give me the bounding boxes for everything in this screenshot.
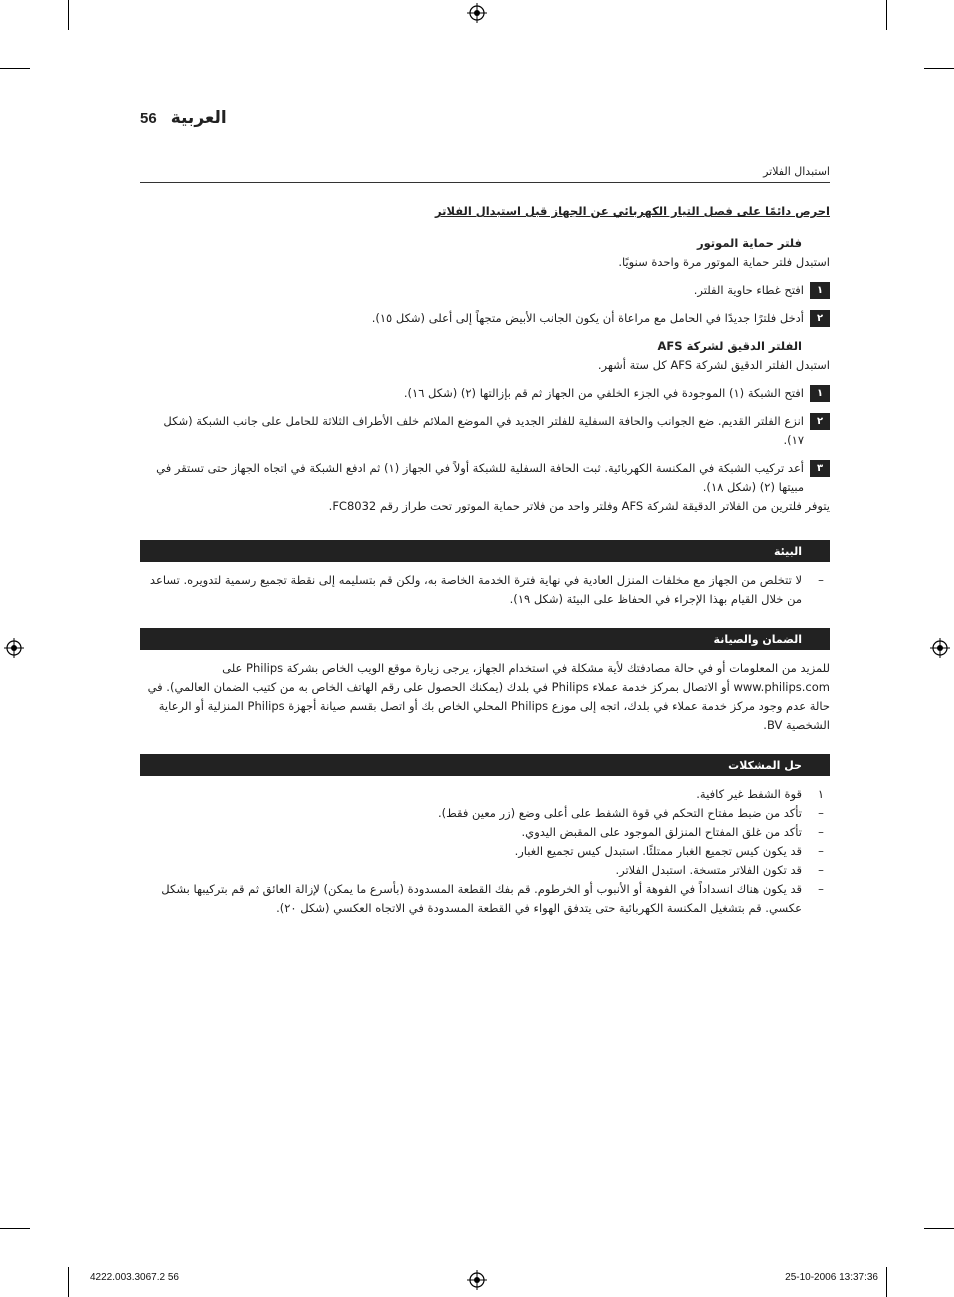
step-number: ٢ xyxy=(810,310,830,327)
dash-bullet: – xyxy=(818,882,824,896)
step-number: ١ xyxy=(810,282,830,299)
list-item-text: قد يكون هناك انسداداً في الفوهة أو الأنبوب أو الخرطوم. قم بفك القطعة المسدودة (بأسرع ما يمكن) لإزالة العائق ثم قم بتركيبها بشكل عكسي. قم بتشغيل المكنسة الكهربائية حتى يتدفق الهواء في القطعة المسدودة في الاتجاه العكسي (شكل ٢٠). xyxy=(161,882,802,915)
warning-text: احرص دائمًا على فصل التيار الكهربائي عن الجهاز قبل استبدال الفلاتر xyxy=(435,204,830,218)
list-item-text: تأكد من ضبط مفتاح التحكم في قوة الشفط على أعلى وضع (زر معين فقط). xyxy=(437,806,802,820)
list-item xyxy=(140,842,830,861)
troubleshooting-content xyxy=(140,785,830,918)
page-header xyxy=(140,108,227,128)
step-text: انزع الفلتر القديم. ضع الجوانب والحافة السفلية للفلتر الجديد في الموضع الملائم خلف الأطراف الثلاثة للحامل على جانب الشبكة (شكل ١٧). xyxy=(163,414,804,447)
dash-bullet: – xyxy=(818,844,824,858)
crop-mark xyxy=(68,1267,69,1297)
registration-mark-icon xyxy=(4,638,24,658)
step-text: أعد تركيب الشبكة في المكنسة الكهربائية. ثبت الحافة السفلية للشبكة أولاً في الجهاز (١) ثم ادفع الشبكة في اتجاه الجهاز حتى تستقر في مبيتها (٢) (شكل ١٨). xyxy=(156,461,804,494)
crop-mark xyxy=(886,1267,887,1297)
afs-filter-desc: استبدل الفلتر الدقيق لشركة AFS كل ستة أشهر. xyxy=(597,358,830,372)
crop-mark xyxy=(68,0,69,30)
step-item xyxy=(140,384,830,403)
step-text: أدخل فلترًا جديدًا في الحامل مع مراعاة أن يكون الجانب الأبيض متجهاً إلى أعلى (شكل ١٥). xyxy=(371,311,804,325)
step-item xyxy=(140,281,830,300)
step-text: افتح غطاء حاوية الفلتر. xyxy=(693,283,804,297)
crop-mark xyxy=(924,68,954,69)
list-item xyxy=(140,823,830,842)
divider xyxy=(140,182,830,183)
dash-bullet: – xyxy=(818,863,824,877)
motor-filter-title: فلتر حماية الموتور xyxy=(696,236,802,250)
crop-mark xyxy=(0,68,30,69)
step-number: ١ xyxy=(810,385,830,402)
section-bar-environment: البيئة xyxy=(140,540,830,562)
step-item xyxy=(140,309,830,328)
problem-number: ١ xyxy=(817,787,825,801)
filter-availability-note: يتوفر فلترين من الفلاتر الدقيقة لشركة AFS وفلتر واحد من فلاتر حماية الموتور تحت طراز رقم FC8032. xyxy=(328,499,830,513)
section-bar-troubleshooting: حل المشكلات xyxy=(140,754,830,776)
problem-heading xyxy=(140,785,830,804)
section-title: استبدال الفلاتر xyxy=(763,165,830,178)
registration-mark-icon xyxy=(467,3,487,23)
replace-filters-content xyxy=(140,202,830,516)
section-bar-guarantee: الضمان والصيانة xyxy=(140,628,830,650)
list-item xyxy=(140,861,830,880)
crop-mark xyxy=(0,1228,30,1229)
dash-bullet: – xyxy=(818,806,824,820)
crop-mark xyxy=(886,0,887,30)
list-item xyxy=(140,804,830,823)
motor-filter-desc: استبدل فلتر حماية الموتور مرة واحدة سنويًا. xyxy=(618,255,830,269)
list-item xyxy=(140,880,830,918)
language-title: العربية xyxy=(170,108,227,128)
registration-mark-icon xyxy=(930,638,950,658)
step-item xyxy=(140,412,830,450)
list-item-text: قد تكون الفلاتر متسخة. استبدل الفلاتر. xyxy=(615,863,802,877)
registration-mark-icon xyxy=(467,1270,487,1290)
environment-content xyxy=(140,571,830,609)
footer-doc-id: 4222.003.3067.2 56 xyxy=(90,1272,179,1283)
step-number: ٢ xyxy=(810,413,830,430)
problem-text: قوة الشفط غير كافية. xyxy=(696,787,802,801)
list-item-text: لا تتخلص من الجهاز مع مخلفات المنزل العادية في نهاية فترة الخدمة الخاصة به، ولكن قم بتسليمه إلى نقطة تجميع رسمية لتدويره. تساعد من خلال القيام بهذا الإجراء في الحفاظ على البيئة (شكل ١٩). xyxy=(149,573,802,606)
list-item xyxy=(140,571,830,609)
page-number: 56 xyxy=(140,110,157,127)
list-item-text: تأكد من غلق المفتاح المنزلق الموجود على المقبض اليدوي. xyxy=(521,825,802,839)
guarantee-text: للمزيد من المعلومات أو في حالة مصادفتك لأية مشكلة في استخدام الجهاز، يرجى زيارة موقع الويب الخاص بشركة Philips على www.philips.com أو الاتصال بمركز خدمة عملاء Philips في بلدك (يمكنك الحصول على رقم الهاتف الخاص به من كتيب الضمان العالمي). في حالة عدم وجود مركز خدمة عملاء في بلدك، اتجه إلى موزع Philips المحلي الخاص بك أو اتصل بقسم صيانة أجهزة Philips المنزلية أو الرعاية الشخصية BV. xyxy=(147,661,830,732)
step-item xyxy=(140,459,830,497)
dash-bullet: – xyxy=(818,573,824,587)
step-number: ٣ xyxy=(810,460,830,477)
dash-bullet: – xyxy=(818,825,824,839)
crop-mark xyxy=(924,1228,954,1229)
step-text: افتح الشبكة (١) الموجودة في الجزء الخلفي من الجهاز ثم قم بإزالتها (٢) (شكل ١٦). xyxy=(403,386,804,400)
afs-filter-title: الفلتر الدقيق لشركة AFS xyxy=(657,339,802,353)
list-item-text: قد يكون كيس تجميع الغبار ممتلئًا. استبدل كيس تجميع الغبار. xyxy=(514,844,802,858)
footer-timestamp: 25-10-2006 13:37:36 xyxy=(785,1272,878,1283)
